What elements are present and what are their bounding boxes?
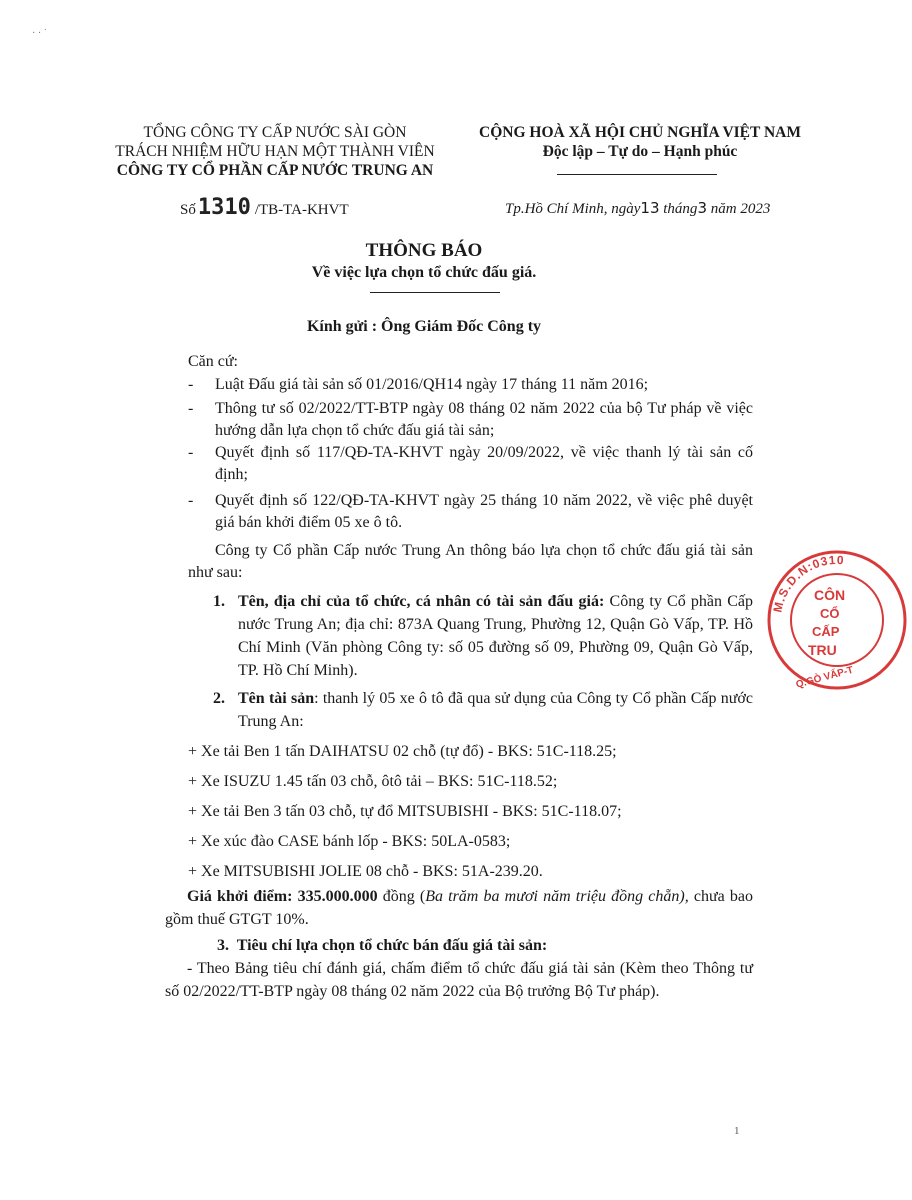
ref-handwritten-number: 1310 (197, 195, 251, 220)
date-month-label: tháng (663, 201, 698, 217)
basis-item: - Quyết định số 122/QĐ-TA-KHVT ngày 25 tháng 10 năm 2022, về việc phê duyệt giá bán khởi điểm 05 xe ô tô. (188, 492, 753, 531)
section-3-text: - Theo Bảng tiêu chí đánh giá, chấm điểm tổ chức đấu giá tài sản (Kèm theo Thông tư số 02/2022/TT-BTP ngày 08 tháng 02 năm 2022 của Bộ trưởng Bộ Tư pháp). (165, 960, 753, 1000)
stamp-inner-1: CÔN (814, 587, 846, 603)
document-number (180, 195, 349, 220)
section-3-heading: 3. Tiêu chí lựa chọn tổ chức bán đấu giá tài sản: (217, 937, 548, 954)
section-1: 1. Tên, địa chỉ của tổ chức, cá nhân có tài sản đấu giá: Công ty Cổ phần Cấp nước Trung An; địa chỉ: 873A Quang Trung, Phường 12, Quận Gò Vấp, TP. Hồ Chí Minh (Văn phòng Công ty: số 05 đường số 09, Phường 09, Quận Gò Vấp, TP. Hồ Chí Minh). (213, 593, 753, 679)
stamp-bottom-text: Q.GÒ VẤP-T (794, 664, 855, 691)
price-amount: 335.000.000 (297, 888, 378, 905)
stamp-inner-2: CỔ (820, 606, 840, 621)
date-prefix: Tp.Hồ Chí Minh, ngày (505, 201, 641, 217)
scan-specks: · · ˙ (32, 28, 47, 39)
national-motto: Độc lập – Tự do – Hạnh phúc (542, 143, 738, 160)
basis-item: - Quyết định số 117/QĐ-TA-KHVT ngày 20/09/2022, về việc thanh lý tài sản cố định; (188, 444, 753, 483)
basis-item: - Luật Đấu giá tài sản số 01/2016/QH14 ngày 17 tháng 11 năm 2016; (188, 376, 649, 393)
stamp-ring-text: M.S.D.N:0310 (770, 552, 845, 614)
date-year: năm 2023 (710, 201, 771, 217)
asset-item: + Xe ISUZU 1.45 tấn 03 chỗ, ôtô tải – BKS: 51C-118.52; (188, 773, 558, 790)
stamp-graphic (762, 545, 912, 695)
asset-item: + Xe xúc đào CASE bánh lốp - BKS: 50LA-0583; (188, 833, 511, 850)
section-2-text: : thanh lý 05 xe ô tô đã qua sử dụng của Công ty Cổ phần Cấp nước Trung An: (238, 690, 753, 730)
section-1-label: Tên, địa chỉ của tổ chức, cá nhân có tài sản đấu giá: (238, 593, 605, 610)
date-day: 13 (640, 199, 660, 217)
section-2-label: Tên tài sản (238, 690, 315, 707)
national-header (440, 123, 840, 161)
document-date (505, 199, 770, 218)
parent-org-line: TỔNG CÔNG TY CẤP NƯỚC SÀI GÒN (143, 124, 407, 141)
starting-price: Giá khởi điểm: 335.000.000 đồng (Ba trăm ba mươi năm triệu đồng chẵn), chưa bao gồm thuế GTGT 10%. (165, 888, 754, 928)
date-month: 3 (697, 199, 707, 217)
company-name: CÔNG TY CỔ PHẦN CẤP NƯỚC TRUNG AN (116, 162, 434, 179)
title-underline (370, 292, 500, 293)
company-seal-stamp (762, 545, 912, 695)
ref-prefix: Số (180, 202, 196, 218)
document-title: THÔNG BÁO (365, 240, 483, 261)
document-subtitle: Về việc lựa chọn tổ chức đấu giá. (311, 264, 537, 281)
page-number: 1 (734, 1125, 740, 1137)
section-1-text: Công ty Cổ phần Cấp nước Trung An; địa chỉ: 873A Quang Trung, Phường 12, Quận Gò Vấp, TP. Hồ Chí Minh (Văn phòng Công ty: số 05 đường số 09, Phường 09, Quận Gò Vấp, TP. Hồ Chí Minh). (238, 593, 753, 679)
price-in-words: Ba trăm ba mươi năm triệu đồng chẵn), (425, 888, 689, 905)
stamp-inner-3: CẤP (812, 624, 840, 639)
asset-item: + Xe MITSUBISHI JOLIE 08 chỗ - BKS: 51A-239.20. (188, 863, 543, 880)
basis-item: - Thông tư số 02/2022/TT-BTP ngày 08 tháng 02 năm 2022 của bộ Tư pháp về việc hướng dẫn lựa chọn tổ chức đấu giá tài sản; (188, 400, 753, 439)
recipient-line: Kính gửi : Ông Giám Đốc Công ty (306, 318, 542, 335)
national-title: CỘNG HOÀ XÃ HỘI CHỦ NGHĨA VIỆT NAM (479, 124, 801, 141)
ref-suffix: /TB-TA-KHVT (254, 202, 349, 218)
org-type-line: TRÁCH NHIỆM HỮU HẠN MỘT THÀNH VIÊN (115, 143, 435, 160)
motto-underline (557, 174, 717, 175)
intro-paragraph: Công ty Cổ phần Cấp nước Trung An thông báo lựa chọn tổ chức đấu giá tài sản như sau: (188, 542, 753, 581)
organization-header (90, 123, 460, 180)
section-2: 2. Tên tài sản: thanh lý 05 xe ô tô đã qua sử dụng của Công ty Cổ phần Cấp nước Trung An: (213, 690, 753, 730)
basis-label: Căn cứ: (188, 353, 238, 370)
stamp-inner-4: TRU (808, 642, 837, 658)
asset-item: + Xe tải Ben 1 tấn DAIHATSU 02 chỗ (tự đổ) - BKS: 51C-118.25; (188, 743, 617, 760)
asset-item: + Xe tải Ben 3 tấn 03 chỗ, tự đổ MITSUBISHI - BKS: 51C-118.07; (188, 803, 622, 820)
